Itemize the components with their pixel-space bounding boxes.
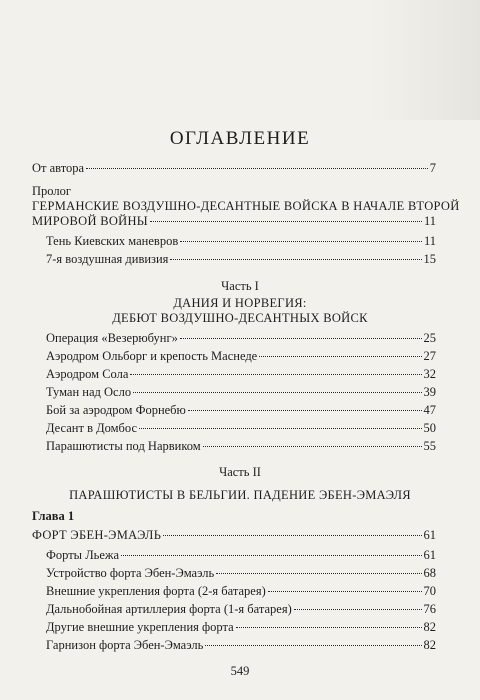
chapter-heading: Глава 1 [32,509,75,523]
toc-entry-page: 11 [423,214,436,228]
toc-entry-label: Десант в Домбос [46,421,138,435]
leader-dots [139,428,421,429]
leader-dots [121,555,421,556]
toc-entry-page: 82 [423,638,436,652]
leader-dots [205,645,421,646]
toc-entry-label: От автора [32,161,85,175]
toc-entry [46,421,436,436]
leader-dots [294,609,422,610]
toc-entry-page: 27 [423,349,436,363]
toc-entry-label: Внешние укрепления форта (2-я батарея) [46,584,266,598]
page-number: 549 [230,664,250,678]
toc-entry [46,234,436,249]
toc-entry-page: 11 [423,234,436,248]
leader-dots [130,374,421,375]
toc-entry-page: 7 [429,161,436,175]
toc-entry-label: МИРОВОЙ ВОЙНЫ [32,214,149,228]
leader-dots [216,573,421,574]
prolog-section-entry [32,214,436,229]
leader-dots [268,591,422,592]
prolog-section-title-line1: ГЕРМАНСКИЕ ВОЗДУШНО-ДЕСАНТНЫЕ ВОЙСКА В НАЧАЛЕ ВТОРОЙ [32,199,460,213]
toc-entry-page: 61 [423,548,436,562]
toc-entry-label: Устройство форта Эбен-Эмаэль [46,566,215,580]
toc-entry [46,584,436,599]
part2-heading: Часть II [219,465,261,479]
toc-entry-label: Бой за аэродром Форнебю [46,403,186,417]
toc-entry-page: 68 [423,566,436,580]
toc-entry [46,367,436,382]
leader-dots [188,410,422,411]
leader-dots [133,392,421,393]
part1-title-line1: ДАНИЯ И НОРВЕГИЯ: [173,296,307,310]
part1-heading: Часть I [221,279,259,293]
toc-entry-label: Дальнобойная артиллерия форта (1-я батарея) [46,602,292,616]
toc-entry-page: 61 [423,528,436,542]
toc-entry-label: ФОРТ ЭБЕН-ЭМАЭЛЬ [32,528,162,542]
toc-entry [46,385,436,400]
prolog-heading: Пролог [32,184,71,198]
toc-entry-label: Тень Киевских маневров [46,234,179,248]
toc-entry [46,403,436,418]
toc-entry-page: 15 [423,252,436,266]
toc-entry [46,349,436,364]
chapter-title-entry [32,528,436,543]
toc-entry-page: 76 [423,602,436,616]
toc-entry-label: Другие внешние укрепления форта [46,620,234,634]
page-title: ОГЛАВЛЕНИЕ [169,128,311,149]
leader-dots [180,338,422,339]
toc-entry [46,331,436,346]
leader-dots [163,535,421,536]
toc-entry-page: 25 [423,331,436,345]
toc-entry-front [32,161,436,176]
part2-title: ПАРАШЮТИСТЫ В БЕЛЬГИИ. ПАДЕНИЕ ЭБЕН-ЭМАЭЛЯ [69,488,411,502]
leader-dots [203,446,422,447]
toc-entry [46,566,436,581]
leader-dots [259,356,421,357]
toc-entry-page: 70 [423,584,436,598]
toc-entry [46,638,436,653]
leader-dots [236,627,422,628]
toc-entry [46,252,436,267]
toc-entry-page: 50 [423,421,436,435]
toc-entry-label: Парашютисты под Нарвиком [46,439,201,453]
leader-dots [180,241,422,242]
toc-entry-label: Операция «Везерюбунг» [46,331,178,345]
part1-title-line2: ДЕБЮТ ВОЗДУШНО-ДЕСАНТНЫХ ВОЙСК [112,311,368,325]
toc-entry-page: 39 [423,385,436,399]
toc-entry-label: Форты Льежа [46,548,120,562]
toc-entry-page: 47 [423,403,436,417]
toc-entry-label: 7-я воздушная дивизия [46,252,169,266]
leader-dots [86,168,428,169]
toc-entry-page: 32 [423,367,436,381]
bleed-through-shadow [370,0,480,120]
toc-entry-label: Аэродром Сола [46,367,129,381]
toc-entry [46,602,436,617]
toc-entry [46,439,436,454]
toc-entry-label: Туман над Осло [46,385,132,399]
toc-entry-page: 55 [423,439,436,453]
toc-entry-page: 82 [423,620,436,634]
toc-entry [46,548,436,563]
leader-dots [170,259,421,260]
leader-dots [150,221,422,222]
toc-entry-label: Гарнизон форта Эбен-Эмаэль [46,638,204,652]
toc-entry [46,620,436,635]
toc-entry-label: Аэродром Ольборг и крепость Маснеде [46,349,258,363]
